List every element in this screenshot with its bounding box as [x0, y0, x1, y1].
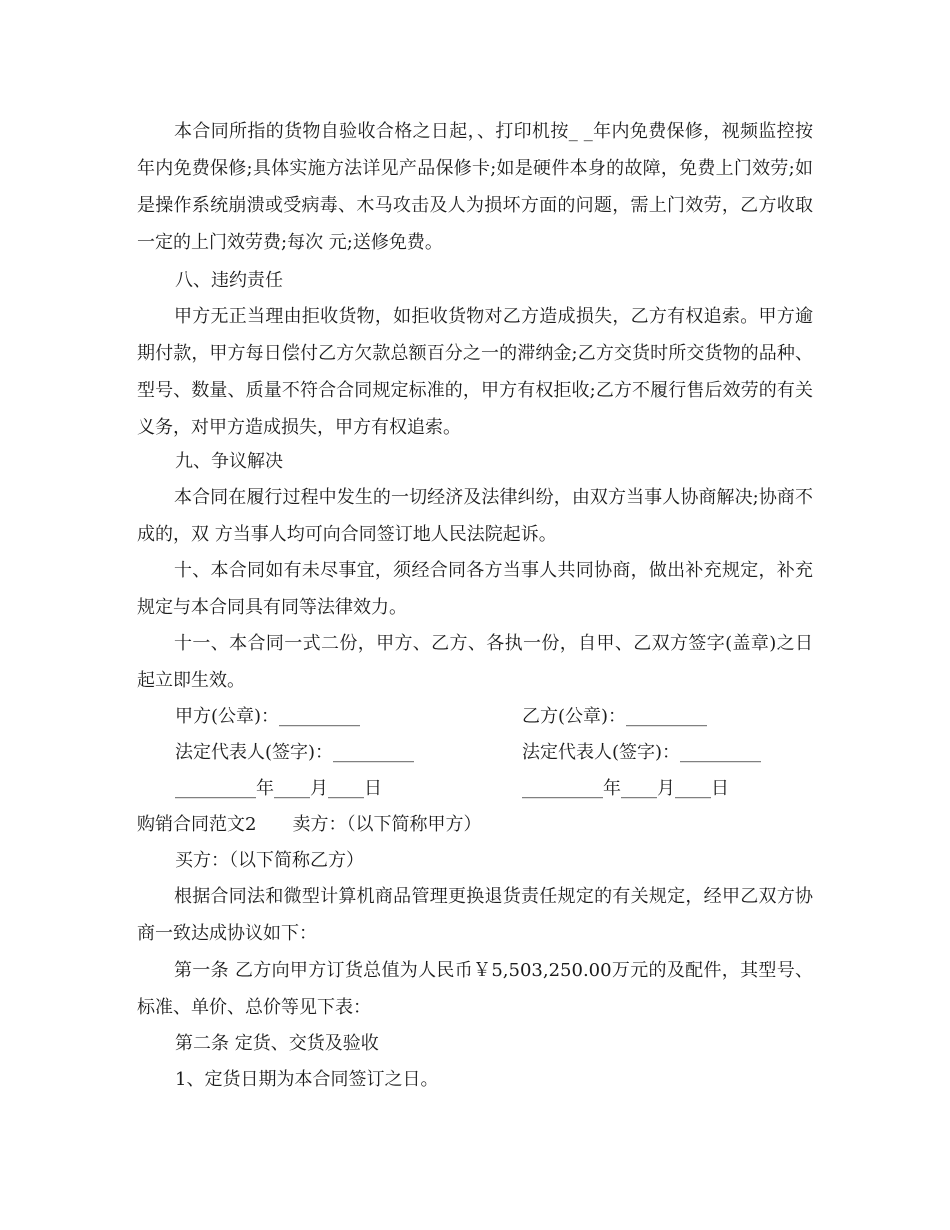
paragraph-breach: 甲方无正当理由拒收货物，如拒收货物对乙方造成损失，乙方有权追索。甲方逾期付款，甲方每日偿付乙方欠款总额百分之一的滞纳金;乙方交货时所交货物的品种、型号、数量、质量不符合合同规定标准的，甲方有权拒收;乙方不履行售后效劳的有关义务，对甲方造成损失，甲方有权追索。: [137, 306, 813, 438]
party-a-representative-line: 法定代表人(签字)：_________: [175, 742, 415, 763]
paragraph-dispute: 本合同在履行过程中发生的一切经济及法律纠纷，由双方当事人协商解决;协商不成的，双 方当事人均可向合同签订地人民法院起诉。: [137, 487, 813, 545]
party-a-seal-line: 甲方(公章)：_________: [175, 706, 361, 727]
article-2-heading: 第二条 定货、交货及验收: [175, 1033, 379, 1054]
party-b-seal-line: 乙方(公章)：_________: [522, 706, 708, 727]
party-b-date-line: _________年____月____日: [522, 778, 729, 799]
item-1: 1、定货日期为本合同签订之日。: [175, 1069, 439, 1090]
sample-2-title-line: [137, 806, 481, 843]
buyer-line: 买方：（以下简称乙方）: [175, 850, 364, 871]
party-a-date-line: _________年____月____日: [175, 778, 382, 799]
paragraph-basis: 根据合同法和微型计算机商品管理更换退货责任规定的有关规定，经甲乙双方协商一致达成协议如下：: [137, 886, 813, 944]
article-1: 第一条 乙方向甲方订货总值为人民币￥5,503,250.00万元的及配件，其型号、标准、单价、总价等见下表：: [137, 960, 813, 1018]
party-b-representative-line: 法定代表人(签字)：_________: [522, 742, 762, 763]
paragraph-warranty: 本合同所指的货物自验收合格之日起，、打印机按_ _年内免费保修，视频监控按 年内免费保修;具体实施方法详见产品保修卡;如是硬件本身的故障，免费上门效劳;如是操作系统崩溃或受病毒、木马攻击及人为损坏方面的问题，需上门效劳，乙方收取一定的上门效劳费;每次 元;送修免费。: [137, 121, 813, 253]
paragraph-article-11: 十一、本合同一式二份，甲方、乙方、各执一份，自甲、乙双方签字(盖章)之日起立即生效。: [137, 633, 813, 691]
paragraph-article-10: 十、本合同如有未尽事宜，须经合同各方当事人共同协商，做出补充规定，补充规定与本合同具有同等法律效力。: [137, 560, 813, 618]
heading-breach-liability: 八、违约责任: [175, 270, 283, 291]
heading-dispute-resolution: 九、争议解决: [175, 451, 283, 472]
seller-line: 卖方：（以下简称甲方）: [292, 814, 482, 835]
sample-2-title: 购销合同范文2: [137, 814, 257, 835]
